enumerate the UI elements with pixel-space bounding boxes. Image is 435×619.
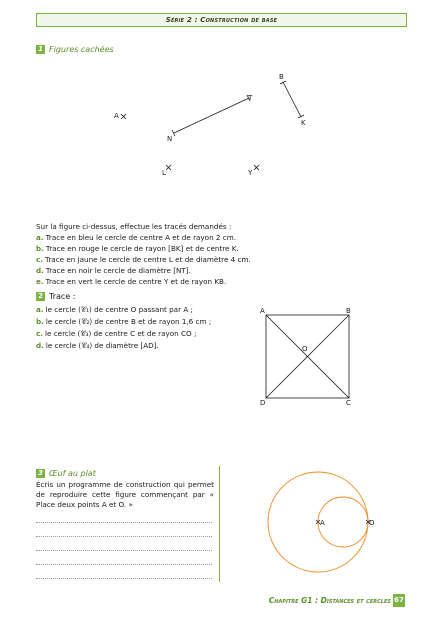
ex1-item-e: e. Trace en vert le cercle de centre Y et de rayon KB. bbox=[36, 277, 227, 286]
point-l-mark bbox=[166, 165, 171, 170]
oeuf-au-plat-diagram bbox=[260, 464, 380, 584]
square-point-b-label: B bbox=[346, 307, 351, 315]
ex1-item-c: c. Trace en jaune le cercle de centre L et de diamètre 4 cm. bbox=[36, 255, 251, 264]
exercise-2-number: 2 bbox=[36, 292, 45, 301]
exercise-1-heading: Figures cachées bbox=[49, 45, 114, 54]
exercise-1-number: 1 bbox=[36, 45, 45, 54]
point-a-label: A bbox=[114, 112, 119, 120]
egg-point-o-label: O bbox=[369, 519, 375, 527]
figures-cachees-diagram bbox=[0, 0, 435, 220]
point-y-mark bbox=[254, 165, 259, 170]
exercise-2-instructions bbox=[36, 304, 246, 352]
exercise-3-text: Écris un programme de construction qui permet de reproduire cette figure commençant par « Place deux points A et O. » bbox=[36, 480, 214, 509]
point-n-label: N bbox=[167, 135, 173, 143]
ex2-item-b: b. le cercle (𝒞₂) de centre B et de rayon 1,6 cm ; bbox=[36, 317, 212, 326]
egg-point-a-label: A bbox=[320, 519, 325, 527]
ex1-item-b: b. Trace en rouge le cercle de rayon [BK] et de centre K. bbox=[36, 244, 239, 253]
small-circle-diameter-ao bbox=[318, 497, 368, 547]
series-header: Série 2 : Construction de base bbox=[36, 13, 407, 27]
point-k-label: K bbox=[301, 119, 306, 127]
exercise-1-intro: Sur la figure ci-dessus, effectue les tracés demandés : bbox=[36, 222, 232, 231]
point-b-label: B bbox=[279, 73, 284, 81]
ex1-item-a: a. Trace en bleu le cercle de centre A et de rayon 2 cm. bbox=[36, 233, 237, 242]
ex2-item-c: c. le cercle (𝒞₃) de centre C et de rayon CO ; bbox=[36, 329, 197, 338]
chapter-footer: Chapitre G1 : Distances et cercles bbox=[268, 596, 391, 605]
point-l-label: L bbox=[162, 169, 166, 177]
point-t-label: T bbox=[248, 94, 253, 102]
square-point-a-label: A bbox=[260, 307, 265, 315]
ex1-item-d: d. Trace en noir le cercle de diamètre [NT]. bbox=[36, 266, 191, 275]
answer-line-5[interactable] bbox=[36, 578, 212, 579]
square-point-c-label: C bbox=[346, 399, 351, 407]
square-point-d-label: D bbox=[260, 399, 266, 407]
answer-line-1[interactable] bbox=[36, 522, 212, 523]
exercise-3-number: 3 bbox=[36, 469, 45, 478]
exercise-1-instructions bbox=[36, 221, 416, 287]
exercise-2-heading: Trace : bbox=[49, 292, 76, 301]
ex2-item-d: d. le cercle (𝒞₄) de diamètre [AD]. bbox=[36, 341, 159, 350]
point-y-label: Y bbox=[248, 169, 253, 177]
exercise-3-divider bbox=[219, 466, 220, 582]
segment-bk bbox=[283, 82, 301, 117]
exercise-3-title bbox=[36, 469, 96, 478]
square-abcd-diagram bbox=[255, 303, 365, 408]
segment-nt bbox=[174, 98, 249, 133]
exercise-2-title bbox=[36, 292, 75, 301]
answer-line-3[interactable] bbox=[36, 550, 212, 551]
page-number: 67 bbox=[393, 594, 405, 607]
square-point-o-label: O bbox=[302, 345, 308, 353]
answer-line-4[interactable] bbox=[36, 564, 212, 565]
answer-line-2[interactable] bbox=[36, 536, 212, 537]
ex2-item-a: a. le cercle (𝒞₁) de centre O passant par A ; bbox=[36, 305, 193, 314]
point-a-mark bbox=[121, 114, 126, 119]
exercise-3-heading: Œuf au plat bbox=[49, 469, 96, 478]
